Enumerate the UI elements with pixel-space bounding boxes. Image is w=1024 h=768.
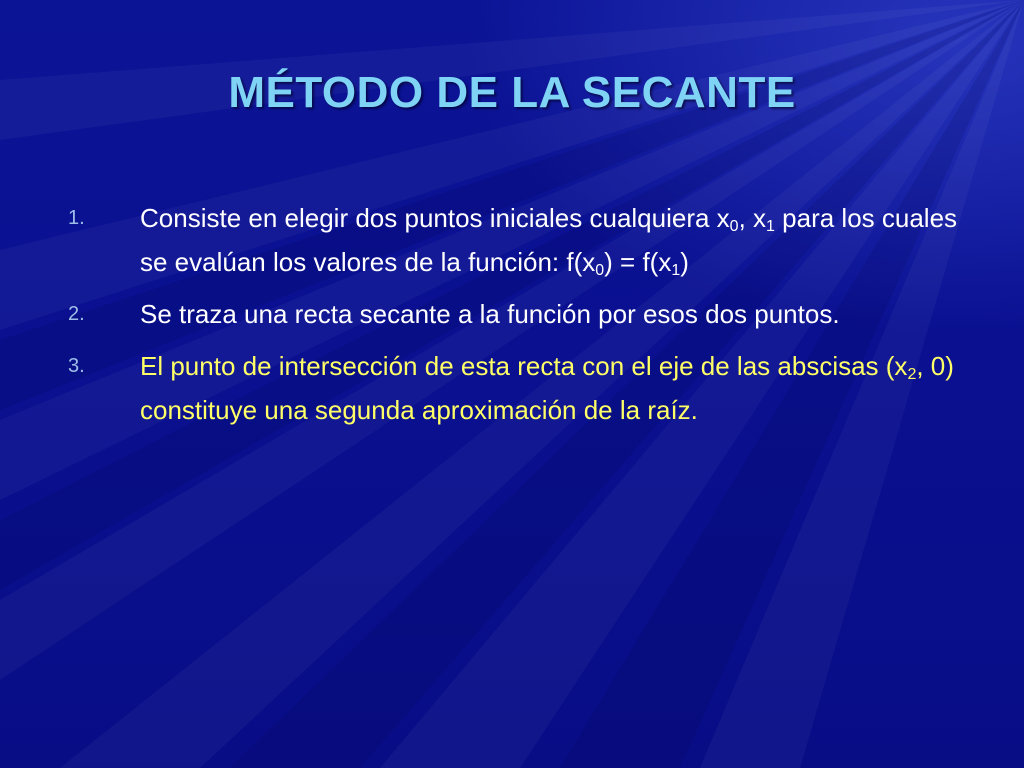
item-text: Se traza una recta secante a la función por esos dos puntos. (140, 299, 840, 329)
steps-list (68, 196, 968, 440)
list-number: 3. (68, 355, 85, 377)
list-number: 1. (68, 207, 85, 229)
item-text: Consiste en elegir dos puntos iniciales cualquiera $x_0$, $x_1$ para los cuales se evalúan los valores de la función: $f(x_0) = f(x_1)$ (140, 203, 958, 279)
list-item (68, 196, 968, 284)
item-text: El punto de intersección de esta recta con el eje de las abscisas ($x_2$, 0) constituye una segunda aproximación de la raíz. (140, 351, 954, 425)
list-item-highlighted (68, 344, 968, 432)
list-number: 2. (68, 303, 85, 325)
slide-title: MÉTODO DE LA SECANTE (228, 68, 796, 117)
list-item (68, 292, 968, 336)
